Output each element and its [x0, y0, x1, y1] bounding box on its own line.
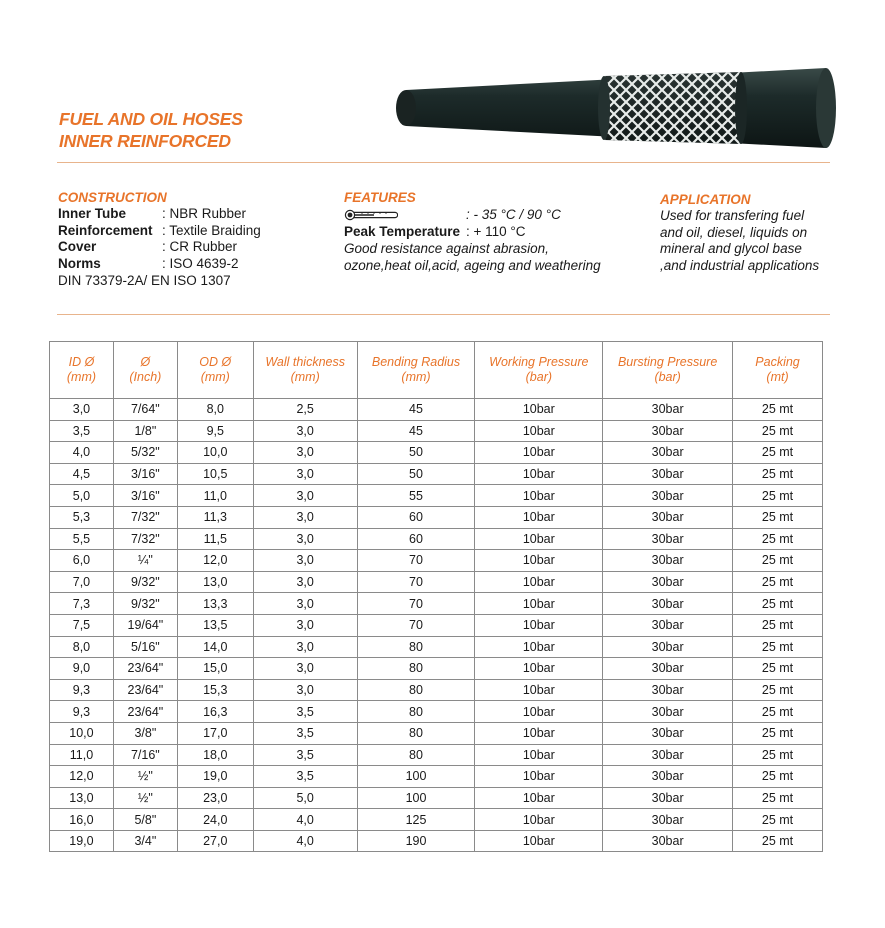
table-cell: 25 mt: [733, 420, 823, 442]
table-cell: 30bar: [603, 614, 733, 636]
header-unit: (Inch): [129, 370, 162, 384]
table-cell: 100: [357, 766, 475, 788]
table-row: [50, 701, 823, 723]
features-temp-range: : - 35 °C / 90 °C: [466, 207, 561, 222]
header-label: Packing: [755, 355, 800, 369]
header-unit: (bar): [525, 370, 553, 384]
construction-label: Cover: [58, 239, 97, 254]
table-cell: 30bar: [603, 463, 733, 485]
table-cell: 15,3: [177, 679, 253, 701]
table-cell: 18,0: [177, 744, 253, 766]
table-cell: 25 mt: [733, 787, 823, 809]
table-cell: 30bar: [603, 658, 733, 680]
thermometer-icon: [344, 209, 398, 221]
table-cell: 23,0: [177, 787, 253, 809]
table-cell: 30bar: [603, 528, 733, 550]
table-cell: 45: [357, 420, 475, 442]
table-cell: 25 mt: [733, 722, 823, 744]
table-cell: 125: [357, 809, 475, 831]
table-cell: 13,5: [177, 614, 253, 636]
application-line: Used for transfering fuel: [660, 208, 805, 223]
table-cell: 7/16": [113, 744, 177, 766]
table-row: [50, 442, 823, 464]
features-section: [344, 190, 601, 274]
table-cell: 190: [357, 830, 475, 852]
table-row: [50, 809, 823, 831]
features-heading: FEATURES: [344, 190, 416, 205]
header-label: Working Pressure: [489, 355, 589, 369]
construction-value: : NBR Rubber: [162, 206, 247, 221]
table-cell: 11,0: [177, 485, 253, 507]
table-cell: 12,0: [177, 550, 253, 572]
table-cell: 10bar: [475, 679, 603, 701]
construction-value: : CR Rubber: [162, 239, 238, 254]
table-cell: 30bar: [603, 571, 733, 593]
spec-table: [49, 341, 823, 852]
table-cell: 10bar: [475, 830, 603, 852]
table-cell: 25 mt: [733, 636, 823, 658]
table-cell: 27,0: [177, 830, 253, 852]
header-unit: (mm): [401, 370, 431, 384]
table-cell: 10bar: [475, 485, 603, 507]
table-cell: 10bar: [475, 506, 603, 528]
table-cell: 10bar: [475, 614, 603, 636]
table-cell: 11,3: [177, 506, 253, 528]
table-cell: 23/64": [113, 679, 177, 701]
table-cell: 60: [357, 506, 475, 528]
page-title: [59, 108, 243, 152]
table-row: [50, 830, 823, 852]
header-unit: (mt): [766, 370, 789, 384]
table-cell: 6,0: [50, 550, 114, 572]
table-cell: 80: [357, 722, 475, 744]
table-cell: 3,0: [253, 571, 357, 593]
table-cell: 25 mt: [733, 571, 823, 593]
table-cell: 7/64": [113, 399, 177, 421]
table-cell: 3,0: [253, 420, 357, 442]
construction-label: Inner Tube: [58, 206, 127, 221]
table-cell: 10bar: [475, 420, 603, 442]
table-cell: 11,5: [177, 528, 253, 550]
table-cell: 10bar: [475, 658, 603, 680]
table-cell: 3/4": [113, 830, 177, 852]
table-header-cell: [733, 342, 823, 399]
table-cell: 10bar: [475, 701, 603, 723]
table-cell: 30bar: [603, 830, 733, 852]
table-cell: 25 mt: [733, 485, 823, 507]
features-desc-line-2: ozone,heat oil,acid, ageing and weathering: [344, 258, 601, 273]
table-cell: 3,5: [253, 766, 357, 788]
table-header-cell: [177, 342, 253, 399]
table-cell: 12,0: [50, 766, 114, 788]
table-cell: 3,0: [253, 506, 357, 528]
application-line: mineral and glycol base: [660, 241, 802, 256]
table-cell: 5,0: [253, 787, 357, 809]
divider-top: [57, 162, 830, 163]
table-cell: 10bar: [475, 571, 603, 593]
table-cell: 3,0: [253, 679, 357, 701]
table-row: [50, 593, 823, 615]
table-cell: 3,5: [253, 701, 357, 723]
construction-label: Reinforcement: [58, 222, 153, 238]
table-cell: 13,0: [177, 571, 253, 593]
table-cell: 3,0: [253, 442, 357, 464]
table-cell: 50: [357, 442, 475, 464]
table-cell: 10bar: [475, 550, 603, 572]
table-cell: 80: [357, 744, 475, 766]
application-section: [660, 192, 819, 274]
table-cell: 70: [357, 614, 475, 636]
table-cell: 30bar: [603, 442, 733, 464]
table-cell: 13,3: [177, 593, 253, 615]
table-header-cell: [357, 342, 475, 399]
table-cell: 25 mt: [733, 614, 823, 636]
table-cell: 8,0: [50, 636, 114, 658]
table-cell: 9,3: [50, 701, 114, 723]
table-cell: 8,0: [177, 399, 253, 421]
features-desc-line-1: Good resistance against abrasion,: [344, 241, 549, 256]
table-cell: 25 mt: [733, 550, 823, 572]
table-cell: 3,0: [253, 485, 357, 507]
construction-row-cover: [58, 239, 261, 256]
construction-row-norms: [58, 256, 261, 273]
table-cell: 30bar: [603, 550, 733, 572]
header-unit: (mm): [290, 370, 320, 384]
table-cell: 3,0: [253, 636, 357, 658]
table-row: [50, 399, 823, 421]
table-row: [50, 506, 823, 528]
table-cell: 5,0: [50, 485, 114, 507]
table-cell: 30bar: [603, 485, 733, 507]
divider-bottom: [57, 314, 830, 315]
table-header-cell: [113, 342, 177, 399]
table-cell: 7,0: [50, 571, 114, 593]
features-temp-row: [344, 206, 601, 223]
header-label: Wall thickness: [265, 355, 345, 369]
table-cell: 10,0: [177, 442, 253, 464]
table-cell: 60: [357, 528, 475, 550]
table-cell: 30bar: [603, 420, 733, 442]
table-cell: 1/8": [113, 420, 177, 442]
construction-heading: CONSTRUCTION: [58, 190, 167, 205]
table-cell: 30bar: [603, 679, 733, 701]
table-cell: 3/8": [113, 722, 177, 744]
header-label: Ø: [140, 355, 151, 369]
table-cell: 55: [357, 485, 475, 507]
table-cell: 3/16": [113, 485, 177, 507]
table-header-cell: [50, 342, 114, 399]
table-cell: 10bar: [475, 787, 603, 809]
table-cell: 10bar: [475, 722, 603, 744]
application-heading: APPLICATION: [660, 192, 751, 207]
table-row: [50, 787, 823, 809]
table-header-cell: [253, 342, 357, 399]
table-cell: 25 mt: [733, 658, 823, 680]
table-cell: 30bar: [603, 787, 733, 809]
table-row: [50, 571, 823, 593]
table-cell: 7,3: [50, 593, 114, 615]
table-cell: 4,0: [253, 809, 357, 831]
table-cell: 30bar: [603, 593, 733, 615]
header-unit: (mm): [66, 370, 97, 384]
table-cell: 2,5: [253, 399, 357, 421]
construction-value: : ISO 4639-2: [162, 255, 239, 271]
table-cell: 3,0: [253, 550, 357, 572]
table-header-cell: [475, 342, 603, 399]
table-cell: 30bar: [603, 701, 733, 723]
table-cell: 19,0: [177, 766, 253, 788]
table-cell: 9/32": [113, 571, 177, 593]
table-cell: 25 mt: [733, 506, 823, 528]
table-cell: 24,0: [177, 809, 253, 831]
table-cell: 3,5: [253, 722, 357, 744]
table-cell: 25 mt: [733, 809, 823, 831]
table-cell: 11,0: [50, 744, 114, 766]
table-cell: 5,3: [50, 506, 114, 528]
table-cell: 5/16": [113, 636, 177, 658]
features-peak-value: : + 110 °C: [466, 224, 526, 239]
table-cell: 10bar: [475, 766, 603, 788]
table-cell: 3,0: [253, 463, 357, 485]
construction-section: [58, 190, 261, 289]
table-cell: 30bar: [603, 809, 733, 831]
table-cell: 19/64": [113, 614, 177, 636]
table-cell: 10bar: [475, 593, 603, 615]
table-cell: 3,0: [253, 528, 357, 550]
table-row: [50, 658, 823, 680]
table-cell: 10bar: [475, 528, 603, 550]
table-row: [50, 420, 823, 442]
table-cell: 7/32": [113, 528, 177, 550]
table-cell: 16,0: [50, 809, 114, 831]
header-unit: (bar): [654, 370, 681, 384]
table-cell: 25 mt: [733, 679, 823, 701]
table-cell: 9,0: [50, 658, 114, 680]
table-cell: 14,0: [177, 636, 253, 658]
table-row: [50, 614, 823, 636]
table-row: [50, 528, 823, 550]
table-cell: 16,3: [177, 701, 253, 723]
construction-value: : Textile Braiding: [162, 222, 261, 238]
table-cell: 10bar: [475, 463, 603, 485]
table-cell: 25 mt: [733, 830, 823, 852]
table-row: [50, 636, 823, 658]
table-cell: 30bar: [603, 636, 733, 658]
table-cell: 25 mt: [733, 442, 823, 464]
header-label: ID Ø: [68, 355, 95, 369]
table-cell: ½": [113, 766, 177, 788]
table-cell: 10bar: [475, 399, 603, 421]
table-row: [50, 463, 823, 485]
table-cell: 25 mt: [733, 701, 823, 723]
table-cell: 9/32": [113, 593, 177, 615]
table-cell: 25 mt: [733, 593, 823, 615]
table-cell: 80: [357, 658, 475, 680]
table-cell: 19,0: [50, 830, 114, 852]
table-cell: 3,5: [253, 744, 357, 766]
table-cell: 4,5: [50, 463, 114, 485]
table-cell: 3,5: [50, 420, 114, 442]
application-line: ,and industrial applications: [660, 257, 820, 273]
table-cell: 50: [357, 463, 475, 485]
table-body: [50, 399, 823, 852]
table-cell: 10bar: [475, 442, 603, 464]
table-cell: 7/32": [113, 506, 177, 528]
header-unit: (mm): [200, 370, 230, 384]
table-cell: 25 mt: [733, 766, 823, 788]
table-row: [50, 485, 823, 507]
table-cell: 10,5: [177, 463, 253, 485]
table-cell: 30bar: [603, 399, 733, 421]
table-cell: 25 mt: [733, 744, 823, 766]
table-cell: 10bar: [475, 636, 603, 658]
features-peak-label: Peak Temperature: [344, 224, 461, 239]
table-cell: 5,5: [50, 528, 114, 550]
table-cell: 80: [357, 701, 475, 723]
table-row: [50, 766, 823, 788]
table-cell: ¼": [113, 550, 177, 572]
table-cell: 45: [357, 399, 475, 421]
table-cell: 15,0: [177, 658, 253, 680]
table-cell: 30bar: [603, 722, 733, 744]
table-cell: 10bar: [475, 809, 603, 831]
hose-illustration: [386, 66, 836, 150]
title-line-2: INNER REINFORCED: [59, 131, 231, 151]
table-cell: 80: [357, 636, 475, 658]
table-cell: 23/64": [113, 701, 177, 723]
table-cell: 4,0: [253, 830, 357, 852]
table-cell: 9,5: [177, 420, 253, 442]
features-peak-row: [344, 223, 601, 240]
table-cell: 5/8": [113, 809, 177, 831]
table-cell: 17,0: [177, 722, 253, 744]
table-cell: 10bar: [475, 744, 603, 766]
table-cell: 80: [357, 679, 475, 701]
table-cell: 3,0: [253, 614, 357, 636]
table-cell: 70: [357, 593, 475, 615]
table-cell: 100: [357, 787, 475, 809]
header-label: Bending Radius: [371, 355, 461, 369]
table-cell: 13,0: [50, 787, 114, 809]
table-header-row: [50, 342, 823, 399]
table-cell: 5/32": [113, 442, 177, 464]
table-cell: 25 mt: [733, 399, 823, 421]
table-cell: 3,0: [253, 658, 357, 680]
construction-row-reinforcement: [58, 223, 261, 240]
table-cell: 10,0: [50, 722, 114, 744]
table-row: [50, 744, 823, 766]
table-cell: 30bar: [603, 506, 733, 528]
table-cell: 23/64": [113, 658, 177, 680]
table-row: [50, 679, 823, 701]
table-cell: 30bar: [603, 766, 733, 788]
table-row: [50, 722, 823, 744]
construction-norms-extra: DIN 73379-2A/ EN ISO 1307: [58, 273, 231, 288]
table-cell: 3,0: [50, 399, 114, 421]
application-line: and oil, diesel, liquids on: [660, 224, 808, 240]
table-cell: 30bar: [603, 744, 733, 766]
table-cell: ½": [113, 787, 177, 809]
table-cell: 25 mt: [733, 528, 823, 550]
header-label: OD Ø: [199, 355, 232, 369]
construction-row-inner-tube: [58, 206, 261, 223]
table-row: [50, 550, 823, 572]
table-cell: 7,5: [50, 614, 114, 636]
table-header-cell: [603, 342, 733, 399]
construction-label: Norms: [58, 255, 101, 271]
table-cell: 3/16": [113, 463, 177, 485]
table-cell: 4,0: [50, 442, 114, 464]
table-cell: 9,3: [50, 679, 114, 701]
table-cell: 3,0: [253, 593, 357, 615]
table-cell: 25 mt: [733, 463, 823, 485]
table-cell: 70: [357, 571, 475, 593]
title-line-1: FUEL AND OIL HOSES: [59, 109, 243, 129]
table-cell: 70: [357, 550, 475, 572]
header-label: Bursting Pressure: [617, 355, 718, 369]
